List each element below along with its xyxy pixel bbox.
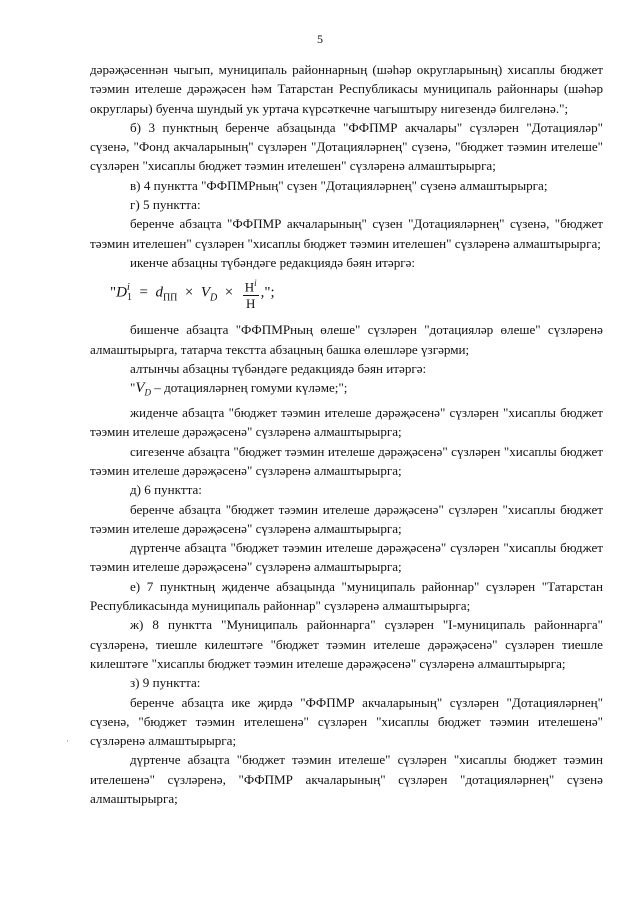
formula-num-sup: i	[254, 278, 257, 289]
paragraph: д) 6 пунктта:	[130, 482, 202, 498]
vd-definition-line	[90, 378, 603, 403]
paragraph: сигезенче абзацта "бюджет тәэмин ителеше дәрәҗәсенә" сүзләрен "хисаплы бюджет тәэмин ителеше дәрәҗәсенә" сүзләренә алмаштырырга;	[90, 443, 603, 478]
formula-fraction	[243, 276, 259, 310]
formula-open-quote: "	[110, 284, 117, 301]
formula-v: V	[200, 284, 211, 301]
paragraph: икенче абзацны түбәндәге редакциядә бәян итәргә:	[130, 254, 416, 270]
formula-d-sub: ПП	[162, 292, 178, 304]
formula-lhs-sup: i	[126, 282, 130, 294]
vd-symbol: V	[135, 380, 145, 397]
vd-symbol-sub: D	[144, 387, 152, 398]
formula-times: ×	[184, 284, 194, 301]
paragraph: ж) 8 пунктта "Муниципаль районнарга" сүзләрен "I-муниципаль районнарга" сүзләренә, тиешле килештәге "бюджет тәэмин ителеше дәрәҗәсенә" сүзләрен тиешле килештәге "хисаплы бюджет тәэмин ителеше дәрәҗәсенә" сүзләренә алмаштырырга;	[90, 617, 603, 671]
formula-lhs-sub: 1	[126, 292, 132, 304]
paragraph: з) 9 пунктта:	[130, 675, 201, 691]
paragraph: в) 4 пунктта "ФФПМРның" сүзен "Дотацияләрнең" сүзенә алмаштырырга;	[130, 177, 548, 193]
page-number: 5	[317, 32, 323, 46]
vd-open-quote: "	[130, 380, 136, 396]
formula-times: ×	[224, 284, 234, 301]
paragraph: дүртенче абзацта "бюджет тәэмин ителеше дәрәҗәсенә" сүзләрен "хисаплы бюджет тәэмин ителеше дәрәҗәсенә" сүзләренә алмаштырырга;	[90, 540, 603, 575]
paragraph: дәрәҗәсеннән чыгып, муниципаль районнарның (шәһәр округларының) хисаплы бюджет тәэмин ителеше дәрәҗәсен һәм Татарстан Республикасы муниципаль районнары (шәһәр округлары) буенча шундый ук уртача күрсәткечне чагыштыру нигезендә билгеләнә.";	[90, 62, 603, 116]
formula-lhs: D	[116, 284, 127, 301]
formula	[90, 272, 603, 320]
paragraph: г) 5 пунктта:	[130, 197, 201, 213]
paragraph: дүртенче абзацта "бюджет тәэмин ителеше" сүзләрен "хисаплы бюджет тәэмин ителешенә" сүзләренә, "ФФПМР акчаларының" сүзләрен "дотацияләрнең" сүзенә алмаштырырга;	[90, 752, 603, 806]
formula-numerator: Н	[244, 279, 255, 295]
formula-v-sub: D	[210, 292, 218, 304]
paragraph: жиденче абзацта "бюджет тәэмин ителеше дәрәҗәсенә" сүзләрен "хисаплы бюджет тәэмин ителеше дәрәҗәсенә" сүзләренә алмаштырырга;	[90, 405, 603, 440]
paragraph: беренче абзацта "бюджет тәэмин ителеше дәрәҗәсенә" сүзләрен "хисаплы бюджет тәэмин ителеше дәрәҗәсенә" сүзләренә алмаштырырга;	[90, 501, 603, 536]
paragraph: б) 3 пунктның беренче абзацында "ФФПМР акчалары" сүзләрен "Дотацияләр" сүзенә, "Фонд акчаларының" сүзләрен "Дотацияләрнең" сүзенә, "бюджет тәэмин ителеше" сүзләрен "хисаплы бюджет тәэмин ителешен" сүзләренә алмаштырырга;	[90, 119, 603, 174]
paragraph: бишенче абзацта "ФФПМРның өлеше" сүзләрен "дотацияләр өлеше" сүзләренә алмаштырырга, татарча текстта абзацның башка өлешләре үзгәрми;	[90, 322, 603, 357]
vd-definition-text: – дотацияләрнең гомуми күләме;";	[151, 380, 348, 396]
paragraph: беренче абзацта "ФФПМР акчаларының" сүзен "Дотацияләрнең" сүзенә, "бюджет тәэмин ителешен" сүзләрен "хисаплы бюджет тәэмин ителешен" сүзләренә алмаштырырга;	[90, 216, 603, 251]
formula-denominator: Н	[245, 295, 256, 311]
paragraph: е) 7 пунктның җиденче абзацында "муниципаль районнар" сүзләрен "Татарстан Республикасында муниципаль районнар" сүзләренә алмаштырырга;	[90, 578, 603, 614]
formula-close: ,";	[260, 284, 275, 301]
paragraph: алтынчы абзацны түбәндәге редакциядә бәян итәргә:	[130, 360, 427, 376]
document-body	[90, 60, 603, 808]
formula-d: d	[155, 284, 163, 301]
scan-speck: ·	[66, 736, 69, 746]
formula-equals: =	[139, 284, 148, 301]
paragraph: беренче абзацта ике җирдә "ФФПМР акчаларының" сүзләрен "Дотацияләрнең" сүзенә, "бюджет тәэмин ителешенә" сүзләрен "хисаплы бюджет тәэмин ителешенә" сүзләренә алмаштырырга;	[90, 694, 603, 749]
